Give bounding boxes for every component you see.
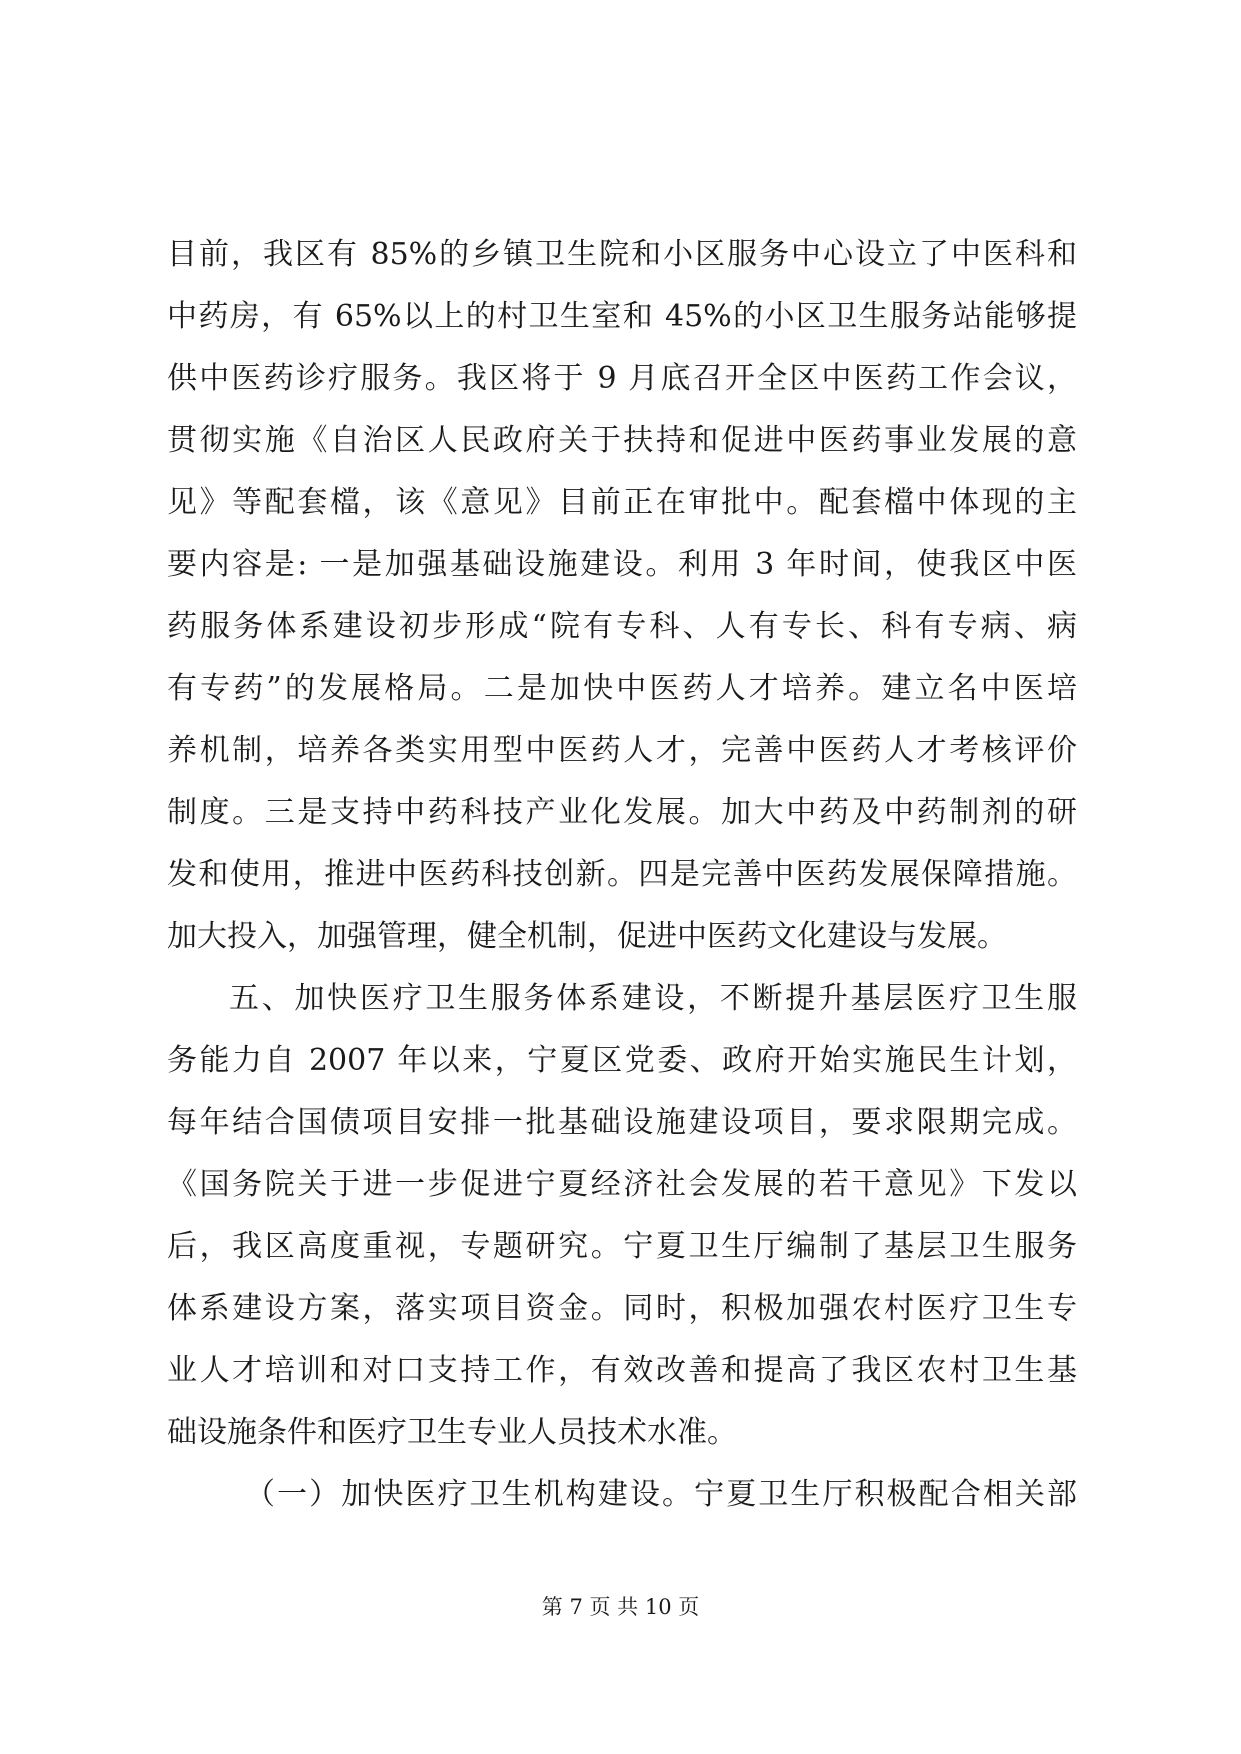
section-heading-line: 五、加快医疗卫生服务体系建设，不断提升基层医疗卫生服 bbox=[229, 981, 1077, 1016]
text-line: 见》等配套檔，该《意见》目前正在审批中。配套檔中体现的主 bbox=[167, 485, 1077, 520]
text-line: 制度。三是支持中药科技产业化发展。加大中药及中药制剂的研 bbox=[167, 795, 1077, 830]
text-line: 养机制，培养各类实用型中医药人才，完善中医药人才考核评价 bbox=[167, 733, 1077, 768]
text-line: 中药房，有 65%以上的村卫生室和 45%的小区卫生服务站能够提 bbox=[167, 299, 1077, 334]
text-line: 要内容是: 一是加强基础设施建设。利用 3 年时间，使我区中医 bbox=[167, 547, 1077, 582]
text-line: 每年结合国债项目安排一批基础设施建设项目，要求限期完成。 bbox=[167, 1105, 1077, 1140]
text-line: 目前，我区有 85%的乡镇卫生院和小区服务中心设立了中医科和 bbox=[167, 237, 1077, 272]
body-text bbox=[167, 224, 1077, 1526]
text-line: 贯彻实施《自治区人民政府关于扶持和促进中医药事业发展的意 bbox=[167, 423, 1077, 458]
text-line: 加大投入，加强管理，健全机制，促进中医药文化建设与发展。 bbox=[167, 919, 1007, 954]
text-line: 有专药”的发展格局。二是加快中医药人才培养。建立名中医培 bbox=[167, 671, 1077, 706]
text-line: 后，我区高度重视，专题研究。宁夏卫生厅编制了基层卫生服务 bbox=[167, 1229, 1077, 1264]
text-line: 务能力自 2007 年以来，宁夏区党委、政府开始实施民生计划， bbox=[167, 1043, 1077, 1078]
text-line: 业人才培训和对口支持工作，有效改善和提高了我区农村卫生基 bbox=[167, 1353, 1077, 1388]
text-line: 发和使用，推进中医药科技创新。四是完善中医药发展保障措施。 bbox=[167, 857, 1077, 892]
page-number: 第 7 页 共 10 页 bbox=[541, 1595, 700, 1619]
text-line: 《国务院关于进一步促进宁夏经济社会发展的若干意见》下发以 bbox=[167, 1167, 1077, 1202]
text-line: 体系建设方案，落实项目资金。同时，积极加强农村医疗卫生专 bbox=[167, 1291, 1077, 1326]
text-line: 础设施条件和医疗卫生专业人员技术水准。 bbox=[167, 1415, 737, 1450]
text-line: 供中医药诊疗服务。我区将于 9 月底召开全区中医药工作会议， bbox=[167, 361, 1077, 396]
text-line: 药服务体系建设初步形成“院有专科、人有专长、科有专病、病 bbox=[167, 609, 1077, 644]
subsection-heading-line: （一）加快医疗卫生机构建设。宁夏卫生厅积极配合相关部 bbox=[245, 1477, 1077, 1512]
